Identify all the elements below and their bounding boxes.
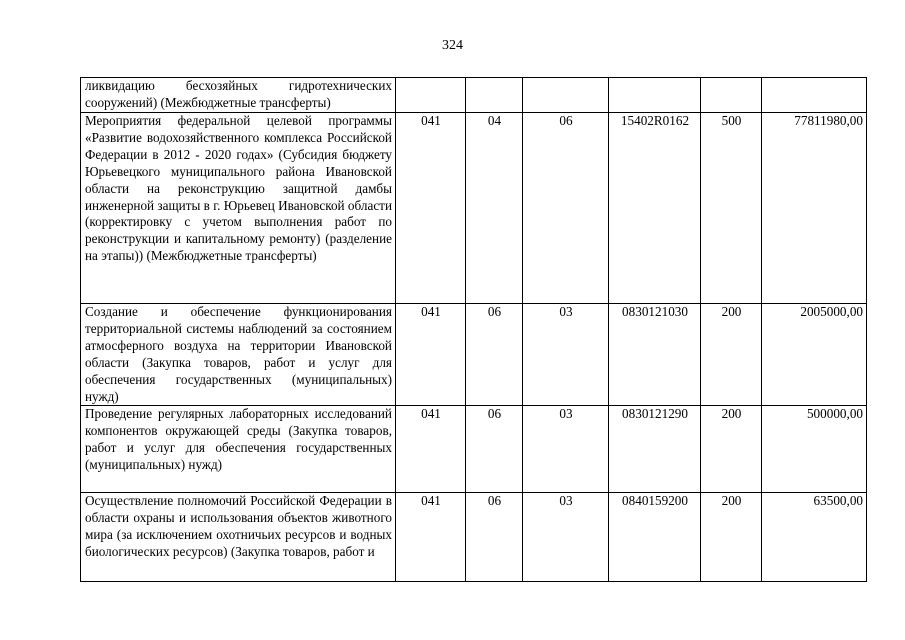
amount-cell — [762, 78, 867, 113]
section-code-cell: 06 — [466, 493, 523, 582]
expense-type-cell — [701, 78, 762, 113]
subsection-code-cell — [523, 78, 609, 113]
expense-type-cell: 200 — [701, 304, 762, 406]
section-code-cell: 06 — [466, 406, 523, 493]
section-code-cell — [466, 78, 523, 113]
budget-table — [80, 77, 867, 582]
description-cell: Создание и обеспечение функционирования территориальной системы наблюдений за состоянием атмосферного воздуха на территории Ивановской области (Закупка товаров, работ и услуг для обеспечения государственных (муниципальных) нужд) — [81, 304, 396, 406]
table-row — [81, 113, 867, 304]
description-cell: Мероприятия федеральной целевой программы «Развитие водохозяйственного комплекса Российской Федерации в 2012 - 2020 годах» (Субсидия бюджету Юрьевецкого муниципального района Ивановской области на реконструкцию защитной дамбы инженерной защиты в г. Юрьевец Ивановской области (корректировку с учетом выполнения работ по реконструкции и капитальному ремонту) (разделение на этапы)) (Межбюджетные трансферты) — [81, 113, 396, 304]
table-row — [81, 493, 867, 582]
expense-type-cell: 200 — [701, 406, 762, 493]
target-article-cell: 0830121030 — [609, 304, 701, 406]
page-number: 324 — [442, 38, 463, 53]
amount-cell: 500000,00 — [762, 406, 867, 493]
subsection-code-cell: 03 — [523, 406, 609, 493]
amount-cell: 63500,00 — [762, 493, 867, 582]
section-code-cell: 06 — [466, 304, 523, 406]
expense-type-cell: 200 — [701, 493, 762, 582]
section-code-cell: 04 — [466, 113, 523, 304]
target-article-cell: 0830121290 — [609, 406, 701, 493]
ministry-code-cell: 041 — [396, 493, 466, 582]
description-cell: Осуществление полномочий Российской Федерации в области охраны и использования объектов животного мира (за исключением охотничьих ресурсов и водных биологических ресурсов) (Закупка товаров, работ и — [81, 493, 396, 582]
description-cell: ликвидацию бесхозяйных гидротехнических сооружений) (Межбюджетные трансферты) — [81, 78, 396, 113]
subsection-code-cell: 06 — [523, 113, 609, 304]
ministry-code-cell: 041 — [396, 406, 466, 493]
table-row — [81, 78, 867, 113]
target-article-cell — [609, 78, 701, 113]
amount-cell: 2005000,00 — [762, 304, 867, 406]
target-article-cell: 0840159200 — [609, 493, 701, 582]
expense-type-cell: 500 — [701, 113, 762, 304]
ministry-code-cell: 041 — [396, 113, 466, 304]
target-article-cell: 15402R0162 — [609, 113, 701, 304]
table-row — [81, 304, 867, 406]
amount-cell: 77811980,00 — [762, 113, 867, 304]
ministry-code-cell: 041 — [396, 304, 466, 406]
subsection-code-cell: 03 — [523, 304, 609, 406]
ministry-code-cell — [396, 78, 466, 113]
subsection-code-cell: 03 — [523, 493, 609, 582]
description-cell: Проведение регулярных лабораторных исследований компонентов окружающей среды (Закупка товаров, работ и услуг для обеспечения государственных (муниципальных) нужд) — [81, 406, 396, 493]
table-row — [81, 406, 867, 493]
